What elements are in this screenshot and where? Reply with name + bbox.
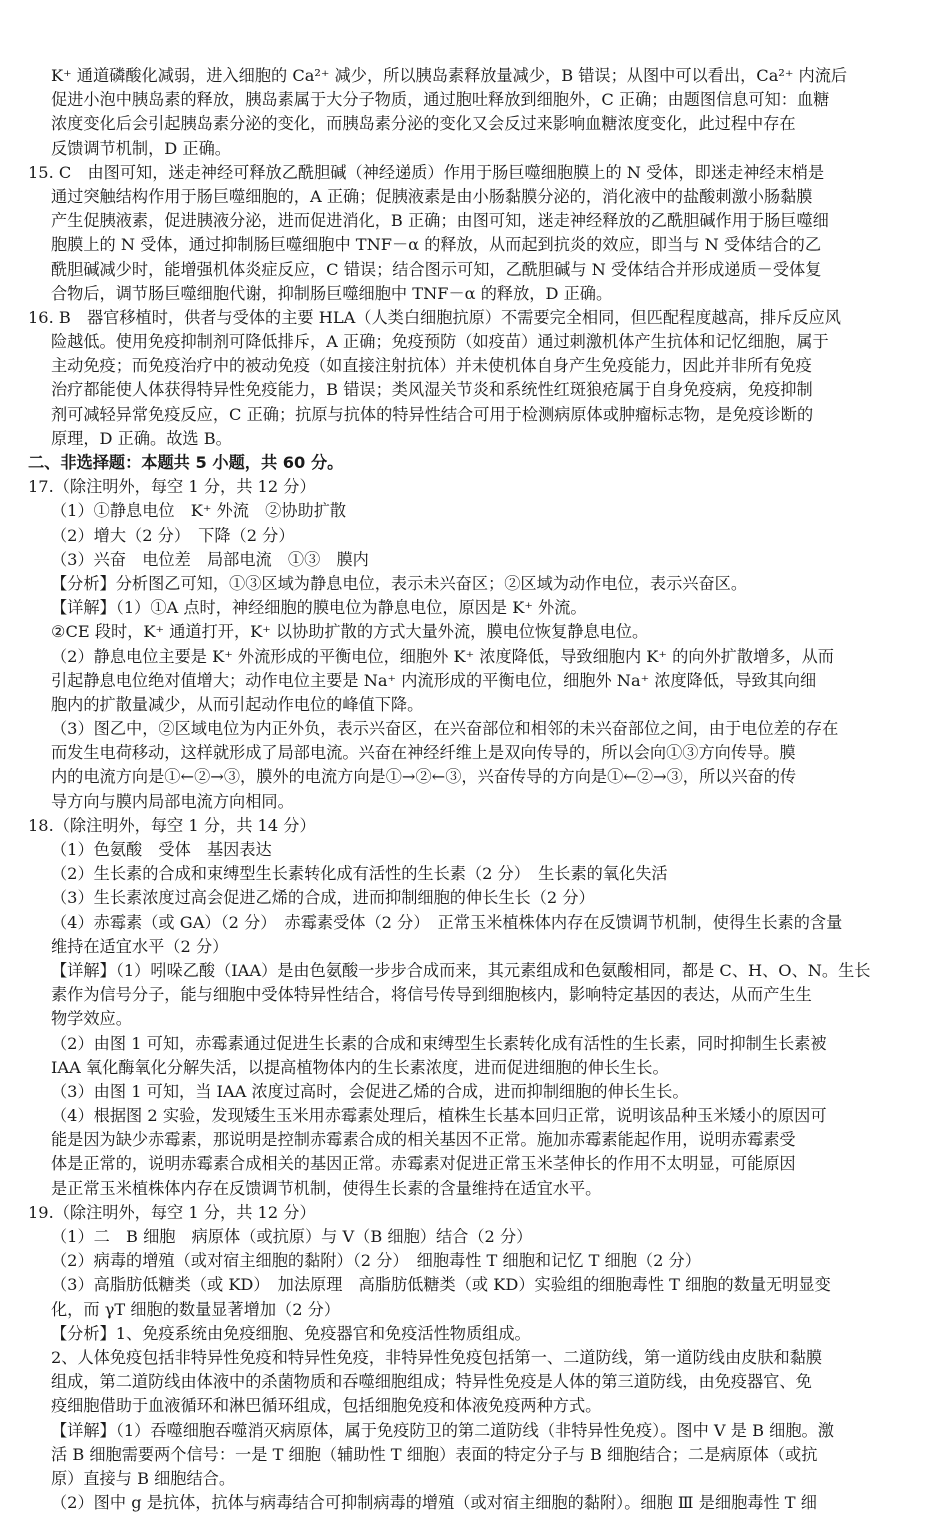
answer-line: （1）①静息电位 K⁺ 外流 ②协助扩散 (51, 501, 347, 521)
detail-line: 能是因为缺少赤霉素，那说明是控制赤霉素合成的相关基因不正常。施加赤霉素能起作用，说明赤霉素受 (51, 1130, 796, 1150)
answer-line: （3）兴奋 电位差 局部电流 ①③ 膜内 (51, 549, 369, 569)
analysis-line: 【分析】1、免疫系统由免疫细胞、免疫器官和免疫活性物质组成。 (51, 1323, 531, 1343)
detail-line: （2）由图 1 可知，赤霉素通过促进生长素的合成和束缚型生长素转化成有活性的生长素，同时抑制生长素被 (51, 1033, 827, 1053)
detail-line: （2）图中 g 是抗体，抗体与病毒结合可抑制病毒的增殖（或对宿主细胞的黏附）。细胞 Ⅲ 是细胞毒性 T 细 (51, 1493, 817, 1513)
detail-line: （2）静息电位主要是 K⁺ 外流形成的平衡电位，细胞外 K⁺ 浓度降低，导致细胞内 K⁺ 的向外扩散增多，从而 (51, 646, 834, 666)
detail-line: （4）根据图 2 实验，发现矮生玉米用赤霉素处理后，植株生长基本回归正常，说明该品种玉米矮小的原因可 (51, 1106, 827, 1126)
detail-line: 是正常玉米植株体内存在反馈调节机制，使得生长素的含量维持在适宜水平。 (51, 1178, 602, 1198)
analysis-line: 【分析】分析图乙可知，①③区域为静息电位，表示未兴奋区；②区域为动作电位，表示兴奋区。 (51, 573, 748, 593)
text-line: 胞膜上的 N 受体，通过抑制肠巨噬细胞中 TNF－α 的释放，从而起到抗炎的效应，即当与 N 受体结合的乙 (51, 235, 822, 255)
detail-line: 体是正常的，说明赤霉素合成相关的基因正常。赤霉素对促进正常玉米茎伸长的作用不太明显，可能原因 (51, 1154, 796, 1174)
detail-line: 活 B 细胞需要两个信号：一是 T 细胞（辅助性 T 细胞）表面的特定分子与 B 细胞结合；二是病原体（或抗 (51, 1444, 818, 1464)
detail-line: 胞内的扩散量减少，从而引起动作电位的峰值下降。 (51, 694, 424, 714)
text-line: 治疗都能使人体获得特异性免疫能力，B 错误；类风湿关节炎和系统性红斑狼疮属于自身免疫病，免疫抑制 (51, 380, 813, 400)
detail-line: 而发生电荷移动，这样就形成了局部电流。兴奋在神经纤维上是双向传导的，所以会向①③方向传导。膜 (51, 743, 796, 763)
answer-line: 化，而 γT 细胞的数量显著增加（2 分） (51, 1299, 341, 1319)
detail-line: 导方向与膜内局部电流方向相同。 (51, 791, 294, 811)
detail-line: 内的电流方向是①←②→③，膜外的电流方向是①→②←③，兴奋传导的方向是①←②→③，所以兴奋的传 (51, 767, 797, 787)
analysis-line: 疫细胞借助于血液循环和淋巴循环组成，包括细胞免疫和体液免疫两种方式。 (51, 1396, 602, 1416)
detail-line: 引起静息电位绝对值增大；动作电位主要是 Na⁺ 内流形成的平衡电位，细胞外 Na⁺ 浓度降低，导致其向细 (51, 670, 817, 690)
question-18 (28, 814, 930, 1201)
question-17 (28, 475, 930, 814)
detail-line: IAA 氧化酶氧化分解失活，以提高植物体内的生长素浓度，进而促进细胞的伸长生长。 (51, 1057, 669, 1077)
detail-line: 素作为信号分子，能与细胞中受体特异性结合，将信号传导到细胞核内，影响特定基因的表达，从而产生生 (51, 985, 812, 1005)
detail-line: 【详解】（1）①A 点时，神经细胞的膜电位为静息电位，原因是 K⁺ 外流。 (51, 598, 587, 618)
text-line: 浓度变化后会引起胰岛素分泌的变化，而胰岛素分泌的变化又会反过来影响血糖浓度变化，此过程中存在 (51, 114, 796, 134)
q14-continuation (28, 64, 930, 161)
answer-line: （3）高脂肪低糖类（或 KD） 加法原理 高脂肪低糖类（或 KD）实验组的细胞毒性 T 细胞的数量无明显变 (51, 1275, 831, 1295)
question-16 (28, 306, 930, 451)
detail-line: 【详解】（1）吲哚乙酸（IAA）是由色氨酸一步步合成而来，其元素组成和色氨酸相同，都是 C、H、O、N。生长 (51, 960, 871, 980)
text-line: 险越低。使用免疫抑制剂可降低排斥，A 正确；免疫预防（如疫苗）通过刺激机体产生抗体和记忆细胞，属于 (51, 332, 829, 352)
answer-line: （1）二 B 细胞 病原体（或抗原）与 V（B 细胞）结合（2 分） (51, 1227, 533, 1246)
detail-line: 【详解】（1）吞噬细胞吞噬消灭病原体，属于免疫防卫的第二道防线（非特异性免疫）。图中 Ⅴ 是 B 细胞。激 (51, 1420, 834, 1440)
question-19 (28, 1201, 930, 1515)
answer-line: （2）增大（2 分） 下降（2 分） (51, 525, 295, 545)
text-line: 酰胆碱减少时，能增强机体炎症反应，C 错误；结合图示可知，乙酰胆碱与 N 受体结合并形成递质－受体复 (51, 259, 822, 279)
text-line: 原理，D 正确。故选 B。 (51, 428, 232, 448)
text-line: 合物后，调节肠巨噬细胞代谢，抑制肠巨噬细胞中 TNF－α 的释放，D 正确。 (51, 283, 613, 303)
answer-line: （1）色氨酸 受体 基因表达 (51, 840, 272, 859)
answer-line: （3）生长素浓度过高会促进乙烯的合成，进而抑制细胞的伸长生长（2 分） (51, 888, 595, 908)
text-line: 剂可减轻异常免疫反应，C 正确；抗原与抗体的特异性结合可用于检测病原体或肿瘤标志物，是免疫诊断的 (51, 404, 814, 424)
text-line: 通过突触结构作用于肠巨噬细胞的，A 正确；促胰液素是由小肠黏膜分泌的，消化液中的盐酸刺激小肠黏膜 (51, 186, 813, 206)
question-15-first-line: 15. C 由图可知，迷走神经可释放乙酰胆碱（神经递质）作用于肠巨噬细胞膜上的 N 受体，即迷走神经末梢是 (28, 162, 825, 182)
analysis-line: 2、人体免疫包括非特异性免疫和特异性免疫，非特异性免疫包括第一、二道防线，第一道防线由皮肤和黏膜 (51, 1347, 823, 1367)
analysis-line: 组成，第二道防线由体液中的杀菌物质和吞噬细胞组成；特异性免疫是人体的第三道防线，由免疫器官、免 (51, 1372, 812, 1392)
text-line: 促进小泡中胰岛素的释放，胰岛素属于大分子物质，通过胞吐释放到细胞外，C 正确；由题图信息可知：血糖 (51, 90, 830, 110)
question-15 (28, 161, 930, 306)
document-page (28, 64, 930, 1515)
detail-line: 原）直接与 B 细胞结合。 (51, 1468, 236, 1488)
question-18-header: 18.（除注明外，每空 1 分，共 14 分） (28, 815, 316, 835)
answer-line: （2）病毒的增殖（或对宿主细胞的黏附）（2 分） 细胞毒性 T 细胞和记忆 T 细胞（2 分） (51, 1251, 701, 1271)
answer-line: （4）赤霉素（或 GA）（2 分） 赤霉素受体（2 分） 正常玉米植株体内存在反馈调节机制，使得生长素的含量 (51, 912, 843, 932)
question-19-header: 19.（除注明外，每空 1 分，共 12 分） (28, 1202, 316, 1222)
answer-line: 维持在适宜水平（2 分） (51, 936, 229, 956)
detail-line: （3）图乙中，②区域电位为内正外负，表示兴奋区，在兴奋部位和相邻的未兴奋部位之间，由于电位差的存在 (51, 719, 839, 739)
text-line: K⁺ 通道磷酸化减弱，进入细胞的 Ca²⁺ 减少，所以胰岛素释放量减少，B 错误；从图中可以看出，Ca²⁺ 内流后 (51, 66, 848, 85)
question-17-header: 17.（除注明外，每空 1 分，共 12 分） (28, 477, 316, 497)
detail-line: ②CE 段时，K⁺ 通道打开，K⁺ 以协助扩散的方式大量外流，膜电位恢复静息电位。 (51, 622, 649, 642)
question-16-first-line: 16. B 器官移植时，供者与受体的主要 HLA（人类白细胞抗原）不需要完全相同，但匹配程度越高，排斥反应风 (28, 307, 841, 327)
section-heading: 二、非选择题：本题共 5 小题，共 60 分。 (28, 453, 344, 472)
detail-line: （3）由图 1 可知，当 IAA 浓度过高时，会促进乙烯的合成，进而抑制细胞的伸长生长。 (51, 1081, 689, 1101)
text-line: 反馈调节机制，D 正确。 (51, 138, 231, 158)
detail-line: 物学效应。 (51, 1009, 132, 1029)
text-line: 产生促胰液素，促进胰液分泌，进而促进消化，B 正确；由图可知，迷走神经释放的乙酰胆碱作用于肠巨噬细 (51, 211, 829, 231)
text-line: 主动免疫；而免疫治疗中的被动免疫（如直接注射抗体）并未使机体自身产生免疫能力，因此并非所有免疫 (51, 356, 812, 376)
answer-line: （2）生长素的合成和束缚型生长素转化成有活性的生长素（2 分） 生长素的氧化失活 (51, 864, 668, 884)
